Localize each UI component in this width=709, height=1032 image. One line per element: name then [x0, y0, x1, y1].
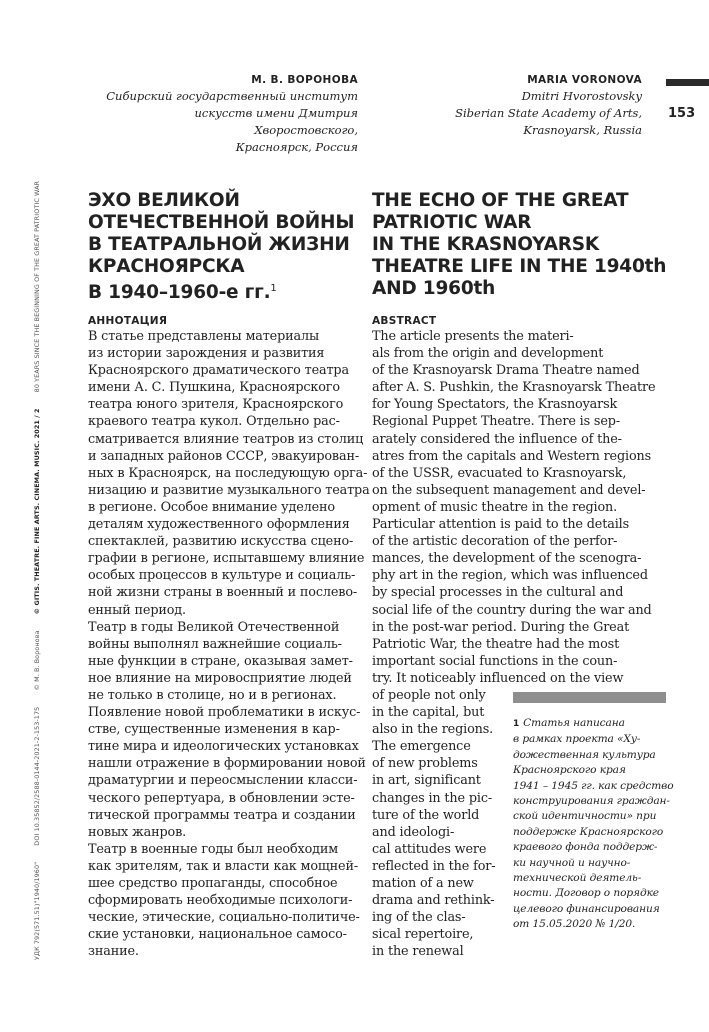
text-line: тине мира и идеологических установках	[88, 739, 359, 755]
text-line: important social functions in the coun-	[372, 653, 618, 669]
title-line: THE ECHO OF THE GREAT	[372, 190, 629, 211]
footnote-divider-bar	[513, 692, 666, 703]
author-name-ru: М. В. ВОРОНОВА	[251, 74, 358, 86]
title-line	[88, 278, 360, 304]
text-line: ные функции в стране, оказывая замет-	[88, 653, 353, 669]
doi: DOI 10.35852/2588-0144-2021-2-153-175	[33, 706, 41, 846]
text-line: in the post-war period. During the Great	[372, 619, 630, 635]
article-title-en	[372, 190, 672, 300]
text-line: тической программы театра и создании	[88, 807, 356, 823]
text-line: В статье представлены материалы	[88, 329, 320, 344]
text-line: графии в регионе, испытавшему влияние	[88, 551, 365, 567]
affiliation-line: искусств имени Дмитрия Хворостовского,	[194, 106, 358, 137]
title-line: ОТЕЧЕСТВЕННОЙ ВОЙНЫ	[88, 212, 355, 233]
title-line: IN THE KRASNOYARSK	[372, 234, 600, 255]
footnote-line: целевого финансирования	[513, 902, 660, 915]
text-line: of new problems	[372, 756, 478, 772]
footnote-number: 1	[513, 719, 520, 729]
affiliation-line: Siberian State Academy of Arts,	[455, 106, 642, 120]
text-line: Regional Puppet Theatre. There is sep-	[372, 414, 620, 430]
text-line: краевого театра кукол. Отдельно рас-	[88, 414, 340, 430]
text-line: низацию и развитие музыкального театра	[88, 482, 370, 498]
affiliation-line: Krasnoyarsk, Russia	[523, 123, 642, 137]
text-line: social life of the country during the war and	[372, 602, 652, 618]
text-line: имени А. С. Пушкина, Красноярского	[88, 380, 340, 396]
text-line: ческого репертуара, в обновлении эсте-	[88, 790, 355, 806]
footnote-ref: 1	[270, 283, 277, 294]
affiliation-ru	[100, 88, 358, 156]
text-line: Particular attention is paid to the details	[372, 517, 629, 533]
footnote-line: краевого фонда поддерж-	[513, 841, 658, 854]
text-line: драматургии и переосмыслении класси-	[88, 773, 358, 789]
author-name-en: MARIA VORONOVA	[527, 74, 642, 86]
title-line: THEATRE LIFE IN THE 1940th	[372, 256, 667, 277]
journal-name: © GITIS. THEATRE. FINE ARTS. CINEMA. MUSIC. 2021 / 2	[33, 408, 41, 615]
text-line: and ideologi-	[372, 824, 455, 840]
footnote	[513, 716, 673, 933]
text-line: новых жанров.	[88, 824, 187, 840]
text-line: reflected in the for-	[372, 858, 496, 874]
footnote-line: поддержке Красноярского	[513, 825, 664, 838]
footnote-line: ской идентичности» при	[513, 810, 657, 823]
text-line: ное влияние на мировосприятие людей	[88, 670, 352, 686]
text-line: cal attitudes were	[372, 841, 487, 857]
text-line: try. It noticeably influenced on the view	[372, 670, 624, 686]
page-number: 153	[668, 106, 696, 121]
udk-code: УДК 792(571.51)"1940/1960"	[33, 861, 41, 960]
affiliation-line: Сибирский государственный институт	[106, 89, 358, 103]
footnote-line: в рамках проекта «Ху-	[513, 733, 641, 746]
affiliation-en	[380, 88, 642, 139]
text-line: ские установки, национальное самосо-	[88, 927, 347, 943]
text-line: театра юного зрителя, Красноярского	[88, 397, 344, 413]
text-line: нашли отражение в формировании новой	[88, 756, 366, 772]
footnote-line: ности. Договор о порядке	[513, 887, 659, 900]
text-line: in the renewal	[372, 944, 464, 960]
footnote-line: дожественная культура	[513, 748, 656, 761]
text-line: не только в столице, но и в регионах.	[88, 687, 337, 703]
text-line: Patriotic War, the theatre had the most	[372, 636, 620, 652]
text-line: особых процессов в культуре и социаль-	[88, 568, 356, 584]
author-block-en	[380, 74, 642, 139]
sidebar-copyright: © М. В. Воронова	[33, 630, 41, 691]
text-line: for Young Spectators, the Krasnoyarsk	[372, 397, 618, 413]
text-line: из истории зарождения и развития	[88, 346, 325, 362]
affiliation-line: Красноярск, Россия	[235, 140, 358, 154]
text-line: сформировать необходимые психологи-	[88, 893, 353, 909]
footnote-text: Статья написана	[523, 717, 625, 729]
text-line: of the artistic decoration of the perfor-	[372, 534, 618, 550]
footnote-line: от 15.05.2020 № 1/20.	[513, 918, 636, 931]
text-line: The emergence	[372, 739, 471, 755]
title-line: PATRIOTIC WAR	[372, 212, 532, 233]
text-line: of people not only	[372, 687, 486, 703]
text-line: opment of music theatre in the region.	[372, 499, 618, 515]
vertical-sidebar	[30, 60, 44, 960]
abstract-text-ru	[88, 328, 370, 960]
text-line: ческие, этические, социально-политиче-	[88, 910, 360, 926]
text-line: mances, the development of the scenogra-	[372, 551, 642, 567]
text-line: after A. S. Pushkin, the Krasnoyarsk Theatre	[372, 380, 656, 396]
text-line: и западных районов СССР, эвакуирован-	[88, 448, 360, 464]
text-line: как зрителям, так и власти как мощней-	[88, 858, 359, 874]
text-line: als from the origin and development	[372, 346, 604, 362]
text-line: сматривается влияние театров из столиц	[88, 431, 364, 447]
text-line: ture of the world	[372, 807, 480, 823]
text-line: ной жизни страны в военный и послево-	[88, 585, 358, 601]
text-line: Театр в годы Великой Отечественной	[88, 619, 340, 635]
text-line: деталям художественного оформления	[88, 517, 350, 533]
footnote-line: ки научной и научно-	[513, 856, 631, 869]
text-line: войны выполнял важнейшие социаль-	[88, 636, 342, 652]
text-line: шее средство пропаганды, способное	[88, 876, 338, 891]
affiliation-line: Dmitri Hvorostovsky	[521, 89, 642, 103]
text-line: of the Krasnoyarsk Drama Theatre named	[372, 363, 640, 379]
text-line: drama and rethink-	[372, 893, 495, 909]
text-line: Появление новой проблематики в искус-	[88, 705, 361, 721]
title-line: В ТЕАТРАЛЬНОЙ ЖИЗНИ	[88, 234, 350, 255]
text-line: on the subsequent management and devel-	[372, 482, 646, 498]
text-line: changes in the pic-	[372, 790, 493, 806]
footnote-line: технической деятель-	[513, 872, 642, 885]
author-block-ru	[100, 74, 358, 156]
abstract-label-ru: АННОТАЦИЯ	[88, 315, 168, 327]
text-line: Красноярского драматического театра	[88, 363, 349, 379]
text-line: знание.	[88, 944, 139, 960]
text-line: mation of a new	[372, 876, 474, 891]
abstract-label-en: ABSTRACT	[372, 315, 437, 327]
footnote-line: конструирования граждан-	[513, 795, 670, 808]
text-line: sical repertoire,	[372, 927, 474, 943]
footnote-line: 1941 – 1945 гг. как средство	[513, 779, 674, 792]
text-line: by special processes in the cultural and	[372, 585, 624, 601]
text-line: in the capital, but	[372, 705, 485, 721]
text-line: arately considered the influence of the-	[372, 431, 622, 447]
text-line: also in the regions.	[372, 722, 494, 738]
footnote-line: Красноярского края	[513, 764, 626, 777]
title-line: КРАСНОЯРСКА	[88, 256, 245, 277]
text-line: ing of the clas-	[372, 910, 466, 926]
text-line: of the USSR, evacuated to Krasnoyarsk,	[372, 465, 627, 481]
text-line: in art, significant	[372, 773, 481, 789]
footnote-line	[513, 716, 673, 732]
text-line: The article presents the materi-	[372, 329, 574, 344]
text-line: стве, существенные изменения в кар-	[88, 722, 340, 738]
text-line: спектаклей, развитию искусства сцено-	[88, 534, 354, 550]
title-line: AND 1960th	[372, 278, 496, 299]
text-line: ных в Красноярск, на последующую орга-	[88, 465, 368, 481]
series-name: 80 YEARS SINCE THE BEGINNING OF THE GREAT PATRIOTIC WAR	[33, 180, 41, 393]
title-years: В 1940–1960-е гг.	[88, 282, 271, 304]
article-title-ru	[88, 190, 360, 304]
title-line: ЭХО ВЕЛИКОЙ	[88, 190, 240, 211]
text-line: Театр в военные годы был необходим	[88, 841, 339, 857]
text-line: phy art in the region, which was influenced	[372, 568, 648, 584]
text-line: в регионе. Особое внимание уделено	[88, 499, 335, 515]
text-line: atres from the capitals and Western regions	[372, 448, 652, 464]
page-marker-bar	[666, 79, 709, 86]
text-line: енный период.	[88, 602, 186, 618]
